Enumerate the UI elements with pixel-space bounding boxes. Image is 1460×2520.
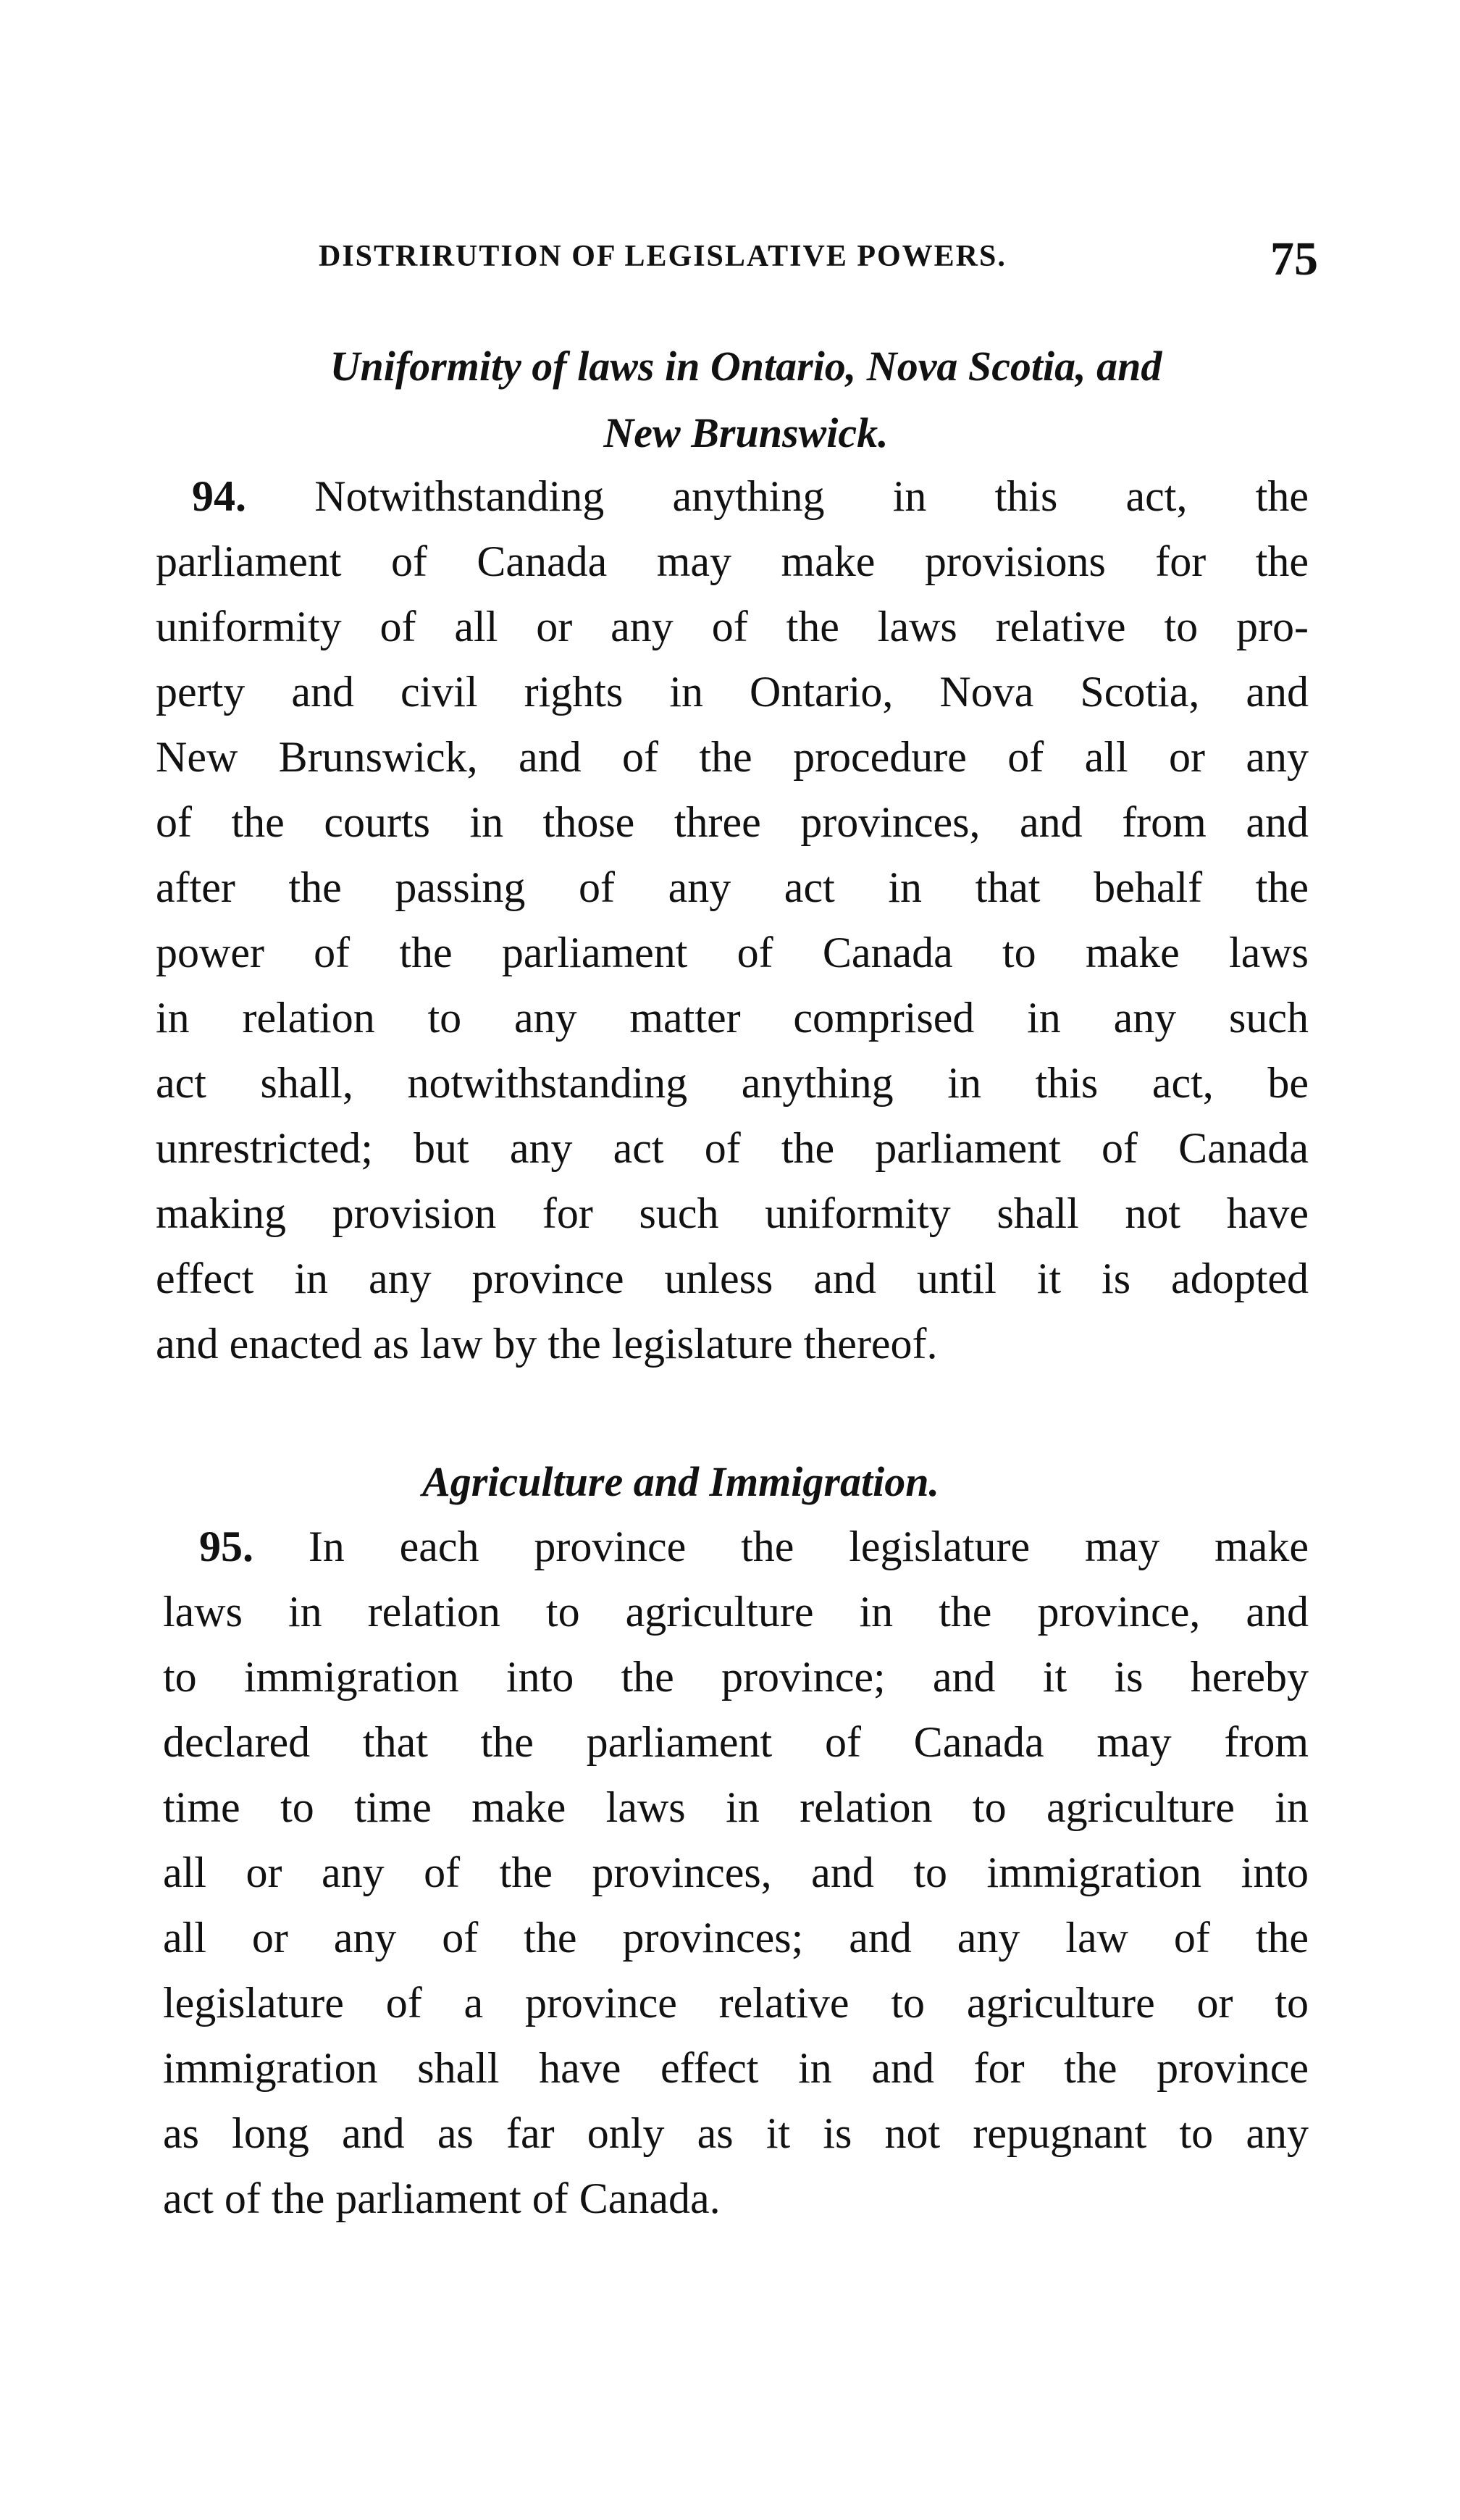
section-94: [156, 464, 1309, 1376]
paragraph-line: legislature of a province relative to agriculture or to: [163, 1979, 1309, 2027]
heading-line: Uniformity of laws in Ontario, Nova Scotia, and: [330, 343, 1162, 390]
paragraph-line: declared that the parliament of Canada may from: [163, 1718, 1309, 1766]
paragraph-line: immigration shall have effect in and for the province: [163, 2044, 1309, 2092]
section-95: [163, 1514, 1309, 2231]
paragraph-line: perty and civil rights in Ontario, Nova Scotia, and: [156, 668, 1309, 716]
paragraph-line: act shall, notwithstanding anything in this act, be: [156, 1059, 1309, 1107]
page-number: 75: [1270, 233, 1318, 285]
running-title: DISTRIRUTION OF LEGISLATIVE POWERS.: [319, 240, 1007, 273]
paragraph-line-text: Notwithstanding anything in this act, the: [314, 472, 1309, 520]
paragraph-line: and enacted as law by the legislature thereof.: [156, 1320, 938, 1368]
paragraph-line: all or any of the provinces, and to immigration into: [163, 1849, 1309, 1896]
paragraph-line: parliament of Canada may make provisions for the: [156, 537, 1309, 585]
paragraph-line: New Brunswick, and of the procedure of all or any: [156, 733, 1309, 781]
paragraph-line: in relation to any matter comprised in any such: [156, 994, 1309, 1042]
paragraph-line: laws in relation to agriculture in the province, and: [163, 1588, 1309, 1636]
paragraph-line-text: In each province the legislature may make: [308, 1523, 1309, 1570]
section-number: 94.: [192, 472, 246, 520]
section-heading-uniformity: [181, 333, 1311, 466]
paragraph-line: uniformity of all or any of the laws relative to pro-: [156, 603, 1309, 650]
heading-line: New Brunswick.: [603, 409, 889, 456]
paragraph-line: effect in any province unless and until it is adopted: [156, 1255, 1309, 1302]
section-heading-agriculture: [188, 1449, 1173, 1515]
paragraph-line: power of the parliament of Canada to make laws: [156, 929, 1309, 976]
running-head: [319, 232, 1318, 290]
paragraph-line: [156, 464, 1309, 529]
section-number: 95.: [199, 1523, 253, 1570]
paragraph-line: [163, 1514, 1309, 1579]
paragraph-line: unrestricted; but any act of the parliament of Canada: [156, 1124, 1309, 1172]
paragraph-line: as long and as far only as it is not repugnant to any: [163, 2109, 1309, 2157]
paragraph-line: time to time make laws in relation to agriculture in: [163, 1783, 1309, 1831]
paragraph-line: act of the parliament of Canada.: [163, 2174, 721, 2222]
paragraph-line: of the courts in those three provinces, and from and: [156, 798, 1309, 846]
heading-line: Agriculture and Immigration.: [422, 1458, 939, 1505]
paragraph-line: after the passing of any act in that behalf the: [156, 863, 1309, 911]
paragraph-line: all or any of the provinces; and any law of the: [163, 1914, 1309, 1962]
paragraph-line: making provision for such uniformity shall not have: [156, 1189, 1309, 1237]
paragraph-line: to immigration into the province; and it is hereby: [163, 1653, 1309, 1701]
